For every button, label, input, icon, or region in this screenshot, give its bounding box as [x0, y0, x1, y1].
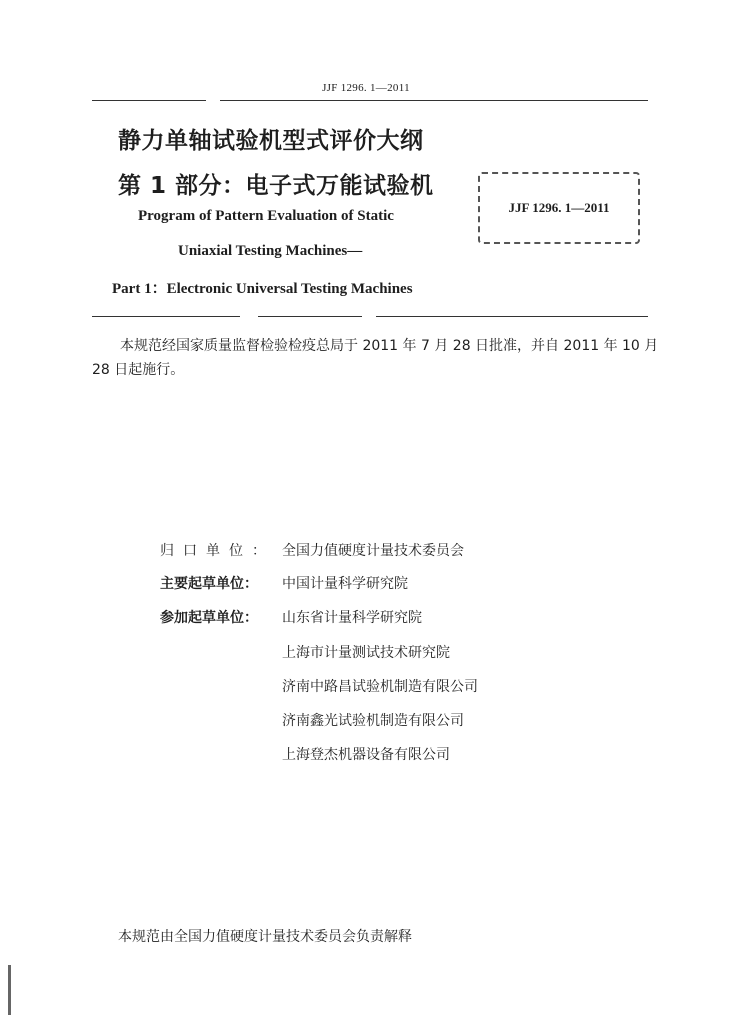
title-zh-line2: 第 1 部分：电子式万能试验机	[118, 173, 434, 199]
header-rule-left	[92, 100, 206, 101]
title-zh-line1: 静力单轴试验机型式评价大纲	[118, 128, 424, 154]
standard-code-box	[478, 172, 640, 244]
interpretation-note: 本规范由全国力值硬度计量技术委员会负责解释	[118, 929, 412, 945]
responsible-unit-value: 全国力值硬度计量技术委员会	[282, 543, 464, 559]
main-drafter-value: 中国计量科学研究院	[282, 576, 408, 592]
title-rule-left	[92, 316, 240, 317]
main-drafter-label: 主要起草单位：	[160, 576, 258, 592]
header-rule-right	[220, 100, 648, 101]
title-rule-right	[376, 316, 648, 317]
scan-edge-mark	[8, 965, 11, 1015]
participant-item: 济南鑫光试验机制造有限公司	[282, 713, 464, 729]
approval-text: 本规范经国家质量监督检验检疫总局于 2011 年 7 月 28 日批准，并自 2011 年 10 月 28 日起施行。	[92, 338, 659, 378]
standard-code-box-text: JJF 1296. 1—2011	[508, 200, 610, 215]
participant-item: 济南中路昌试验机制造有限公司	[282, 679, 478, 695]
title-en-line3: Part 1：Electronic Universal Testing Machines	[112, 281, 413, 297]
header-standard-code: JJF 1296. 1—2011	[322, 82, 410, 94]
title-en-line2: Uniaxial Testing Machines—	[178, 243, 363, 259]
participant-item: 山东省计量科学研究院	[282, 610, 422, 626]
participant-item: 上海市计量测试技术研究院	[282, 645, 450, 661]
responsible-unit-label: 归口单位：	[160, 543, 275, 559]
title-en-line1: Program of Pattern Evaluation of Static	[138, 208, 394, 224]
participants-label: 参加起草单位：	[160, 610, 258, 626]
participant-item: 上海登杰机器设备有限公司	[282, 747, 450, 763]
title-rule-mid	[258, 316, 362, 317]
